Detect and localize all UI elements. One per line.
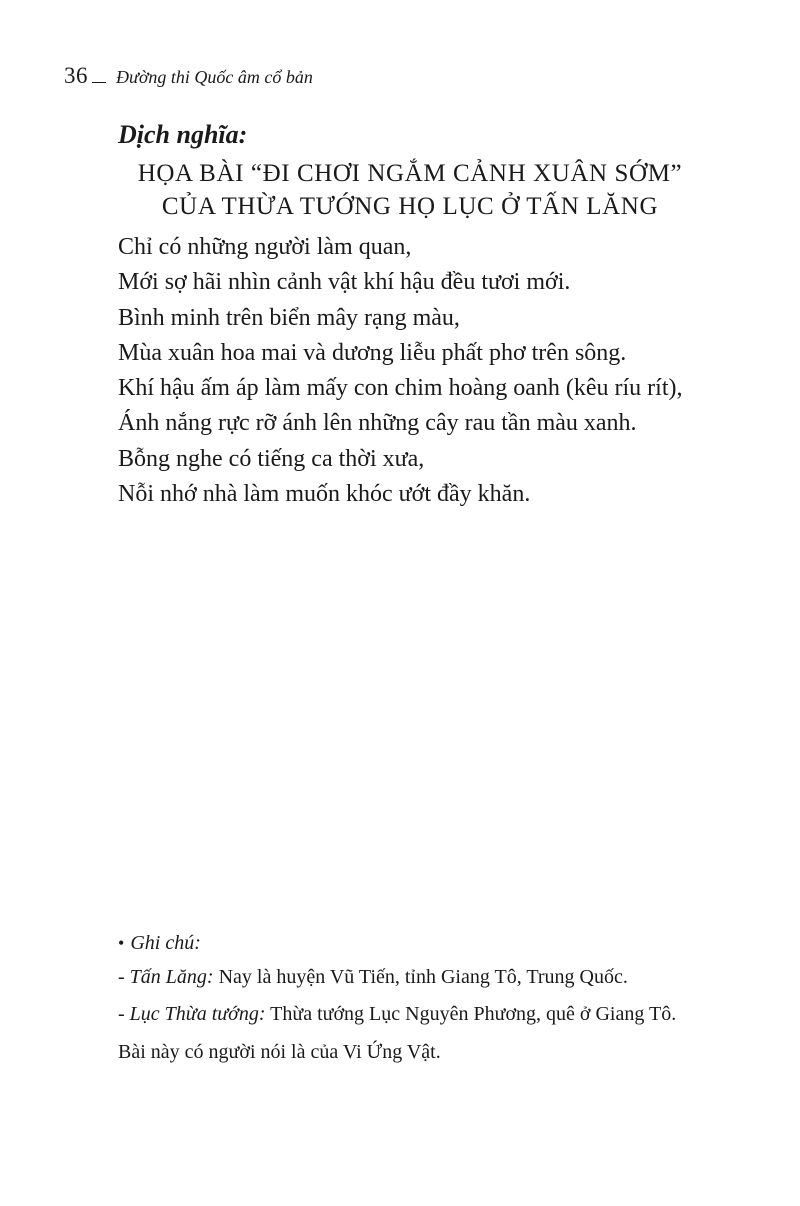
notes-section xyxy=(118,932,201,955)
verse-line: Mới sợ hãi nhìn cảnh vật khí hậu đều tươi mới. xyxy=(118,269,571,296)
verse-line: Nỗi nhớ nhà làm muốn khóc ướt đầy khăn. xyxy=(118,481,531,508)
note-item xyxy=(118,1003,676,1026)
verse-line: Chỉ có những người làm quan, xyxy=(118,234,412,260)
note-dash: - xyxy=(118,1003,130,1025)
verse-translation xyxy=(118,230,683,512)
bullet: • xyxy=(118,933,125,953)
verse-line: Mùa xuân hoa mai và dương liễu phất phơ trên sông. xyxy=(118,339,627,366)
note-item xyxy=(118,966,628,989)
section-heading: Dịch nghĩa: xyxy=(118,120,248,149)
poem-title-line-1: HỌA BÀI “ĐI CHƠI NGẮM CẢNH XUÂN SỚM” xyxy=(137,160,683,187)
header-dash xyxy=(92,82,106,83)
note-term: Tấn Lăng: xyxy=(129,966,214,988)
note-text: Thừa tướng Lục Nguyên Phương, quê ở Giang Tô. xyxy=(265,1003,677,1025)
running-title: Đường thi Quốc âm cổ bản xyxy=(116,67,313,87)
verse-line: Ánh nắng rực rỡ ánh lên những cây rau tần màu xanh. xyxy=(118,410,637,437)
notes-label-text: Ghi chú: xyxy=(130,932,201,954)
verse-line: Bỗng nghe có tiếng ca thời xưa, xyxy=(118,445,425,472)
verse-line: Bình minh trên biển mây rạng màu, xyxy=(118,304,460,331)
notes-label xyxy=(118,932,201,954)
poem-title-line-2: CỦA THỪA TƯỚNG HỌ LỤC Ở TẤN LĂNG xyxy=(161,193,659,220)
page-header xyxy=(64,63,313,89)
note-dash: - xyxy=(118,966,130,988)
verse-line: Khí hậu ấm áp làm mấy con chim hoàng oanh (kêu ríu rít), xyxy=(118,375,683,402)
page-number: 36 xyxy=(64,63,88,88)
note-term: Lục Thừa tướng: xyxy=(129,1003,266,1025)
note-text: Nay là huyện Vũ Tiến, tỉnh Giang Tô, Trung Quốc. xyxy=(213,966,628,988)
note-closing: Bài này có người nói là của Vi Ứng Vật. xyxy=(118,1041,441,1063)
